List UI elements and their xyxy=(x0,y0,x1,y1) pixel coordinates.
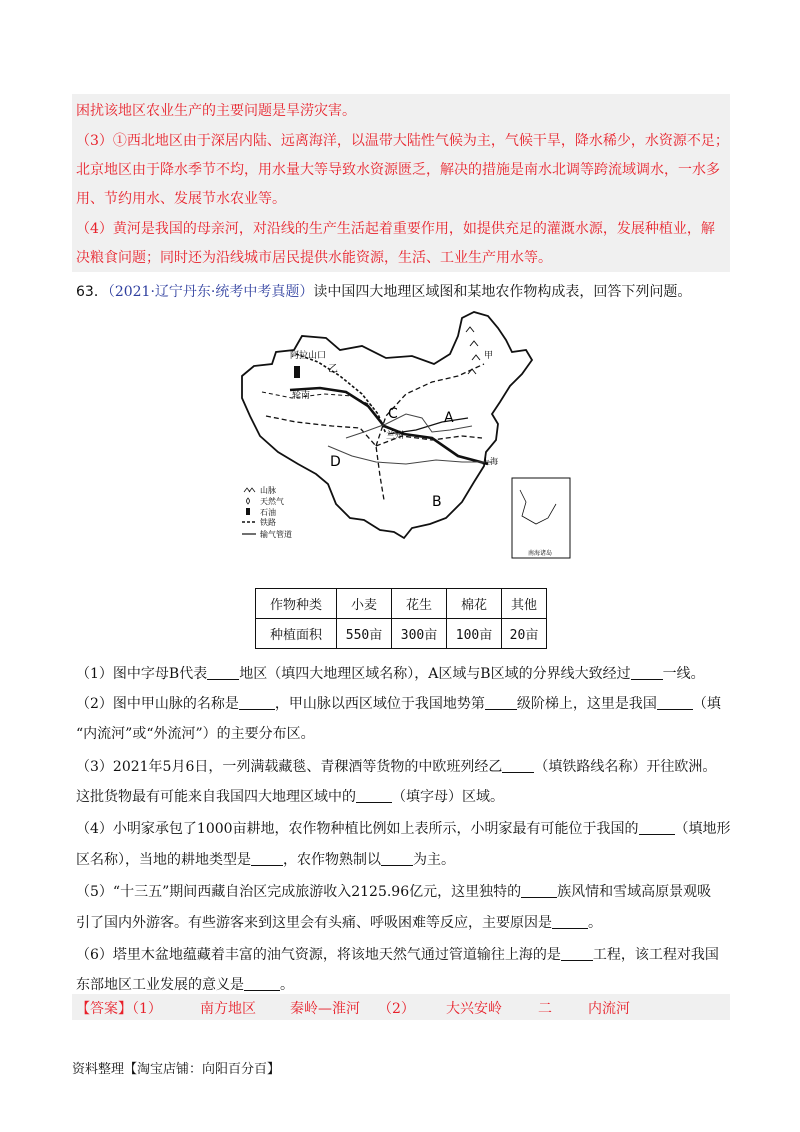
table-cell: 种植面积 xyxy=(256,619,337,649)
map-label-d: D xyxy=(330,454,341,470)
china-outline xyxy=(242,312,532,538)
question-stem: 读中国四大地理区域图和某地农作物构成表，回答下列问题。 xyxy=(313,284,692,300)
question-source: （2021·辽宁丹东·统考中考真题） xyxy=(107,284,314,300)
part-text: （2）图中甲山脉的名称是 xyxy=(76,696,239,712)
table-cell: 花生 xyxy=(392,589,447,619)
answer-blank[interactable] xyxy=(251,851,283,866)
part-5-cont xyxy=(76,912,602,932)
map-label-c: C xyxy=(388,406,398,422)
map-label-b: B xyxy=(432,494,442,510)
part-text: ，农作物熟制以 xyxy=(283,852,381,868)
table-cell: 100亩 xyxy=(447,619,502,649)
answer-line-5: （4）黄河是我国的母亲河，对沿线的生产生活起着重要作用，如提供充足的灌溉水源，发展种植业，解 xyxy=(76,221,715,237)
map-label-lanzhou: 兰州 xyxy=(386,431,405,441)
map-label-alashankou: 阿拉山口 xyxy=(290,351,327,361)
previous-answer-block xyxy=(72,94,730,272)
answer-blank[interactable] xyxy=(631,665,663,680)
answer-1: 南方地区 xyxy=(200,1001,256,1017)
table-cell: 300亩 xyxy=(392,619,447,649)
answer-blank[interactable] xyxy=(552,914,588,929)
answer-blank[interactable] xyxy=(502,758,534,773)
yangtze-river xyxy=(328,446,492,464)
part-text: 级阶梯上，这里是我国 xyxy=(516,696,657,712)
map-label-inset: 南海诸岛 xyxy=(527,550,553,557)
table-cell: 20亩 xyxy=(502,619,547,649)
answer-4: 二 xyxy=(538,1001,552,1017)
table-cell: 小麦 xyxy=(337,589,392,619)
table-cell: 其他 xyxy=(502,589,547,619)
answer-line-2: （3）①西北地区由于深居内陆、远离海洋，以温带大陆性气候为主，气候干旱，降水稀少，水资源不足； xyxy=(76,133,729,149)
table-cell: 550亩 xyxy=(337,619,392,649)
answer-blank[interactable] xyxy=(381,851,413,866)
part-text: （6）塔里木盆地蕴藏着丰富的油气资源，将该地天然气通过管道输往上海的是 xyxy=(76,947,561,963)
part-5 xyxy=(76,881,711,901)
part-2-cont: “内流河”或“外流河”）的主要分布区。 xyxy=(76,726,315,742)
part-text: （5）“十三五”期间西藏自治区完成旅游收入2125.96亿元，这里独特的 xyxy=(76,884,522,900)
map-label-yi: 乙 xyxy=(328,364,338,375)
china-regions-map xyxy=(236,306,576,562)
part-4 xyxy=(76,818,731,838)
part-text: （1）图中字母B代表 xyxy=(76,666,208,682)
part-4-cont xyxy=(76,849,455,869)
part-text: 东部地区工业发展的意义是 xyxy=(76,977,244,993)
answer-blank[interactable] xyxy=(521,883,557,898)
part-text: （4）小明家承包了1000亩耕地，农作物种植比例如上表所示，小明家最有可能位于我国的 xyxy=(76,821,639,837)
part-text: 地区（填四大地理区域名称），A区域与B区域的分界线大致经过 xyxy=(239,666,631,682)
legend-oil: 石油 xyxy=(260,508,276,517)
part-6-cont xyxy=(76,974,294,994)
legend-railway: 铁路 xyxy=(260,518,276,527)
part-text: 引了国内外游客。有些游客来到这里会有头痛、呼吸困难等反应，主要原因是 xyxy=(76,915,552,931)
part-text: （填字母）区域。 xyxy=(392,789,504,805)
part-3 xyxy=(76,756,716,776)
crop-table xyxy=(255,588,547,649)
answer-3: 大兴安岭 xyxy=(446,1001,502,1017)
part-1 xyxy=(76,663,705,683)
answer-bar xyxy=(72,994,730,1020)
table-cell: 棉花 xyxy=(447,589,502,619)
map-label-jia: 甲 xyxy=(484,351,494,361)
answer-blank[interactable] xyxy=(239,695,275,710)
answer-line-3: 北京地区由于降水季节不均，用水量大等导致水资源匮乏，解决的措施是南水北调等跨流域调水，一水多 xyxy=(76,162,720,178)
table-cell: 作物种类 xyxy=(256,589,337,619)
part-text: 为主。 xyxy=(413,852,455,868)
answer-part-2: （2） xyxy=(378,1001,415,1017)
answer-blank[interactable] xyxy=(244,976,280,991)
answer-blank[interactable] xyxy=(639,820,675,835)
answer-blank[interactable] xyxy=(657,695,693,710)
question-header xyxy=(76,281,691,301)
part-text: 。 xyxy=(280,977,294,993)
part-text: （填 xyxy=(692,696,721,712)
part-text: ，甲山脉以西区域位于我国地势第 xyxy=(274,696,485,712)
boundary-tibet xyxy=(266,416,384,500)
answer-line-4: 用、节约用水、发展节水农业等。 xyxy=(76,191,286,207)
part-2 xyxy=(76,693,721,713)
legend-gas: 天然气 xyxy=(260,497,284,506)
map-legend xyxy=(242,485,292,539)
part-text: 这批货物最有可能来自我国四大地理区域中的 xyxy=(76,789,356,805)
map-label-lunnan: 轮南 xyxy=(292,391,311,401)
question-number: 63． xyxy=(76,284,108,300)
part-text: （填地形 xyxy=(674,821,731,837)
answer-2: 秦岭—淮河 xyxy=(290,1001,360,1017)
legend-mountain: 山脉 xyxy=(260,486,276,495)
part-6 xyxy=(76,944,719,964)
answer-blank[interactable] xyxy=(356,788,392,803)
answer-line-6: 决粮食问题；同时还为沿线城市居民提供水能资源，生活、工业生产用水等。 xyxy=(76,250,552,266)
answer-blank[interactable] xyxy=(485,695,517,710)
answer-5: 内流河 xyxy=(588,1001,630,1017)
legend-pipeline: 输气管道 xyxy=(260,530,292,539)
part-text: （填铁路线名称）开往欧洲。 xyxy=(534,759,717,775)
map-label-a: A xyxy=(444,410,454,426)
south-sea-inset xyxy=(512,478,570,558)
part-text: 工程，该工程对我国 xyxy=(592,947,719,963)
part-text: 一线。 xyxy=(662,666,705,682)
part-text: 族风情和雪域高原景观吸 xyxy=(557,884,712,900)
part-3-cont xyxy=(76,786,504,806)
answer-line-1: 困扰该地区农业生产的主要问题是旱涝灾害。 xyxy=(76,103,356,119)
part-text: 区名称），当地的耕地类型是 xyxy=(76,852,251,868)
table-row xyxy=(256,619,547,649)
footer-note: 资料整理【淘宝店铺：向阳百分百】 xyxy=(72,1062,281,1077)
table-row xyxy=(256,589,547,619)
answer-label: 【答案】（1） xyxy=(76,1001,162,1017)
part-text: （3）2021年5月6日，一列满载藏毯、青稞酒等货物的中欧班列经乙 xyxy=(76,759,503,775)
answer-blank[interactable] xyxy=(207,665,239,680)
part-text: 。 xyxy=(588,915,602,931)
gas-pipeline xyxy=(290,388,488,464)
map-label-shanghai: 上海 xyxy=(482,457,498,466)
answer-blank[interactable] xyxy=(561,946,593,961)
